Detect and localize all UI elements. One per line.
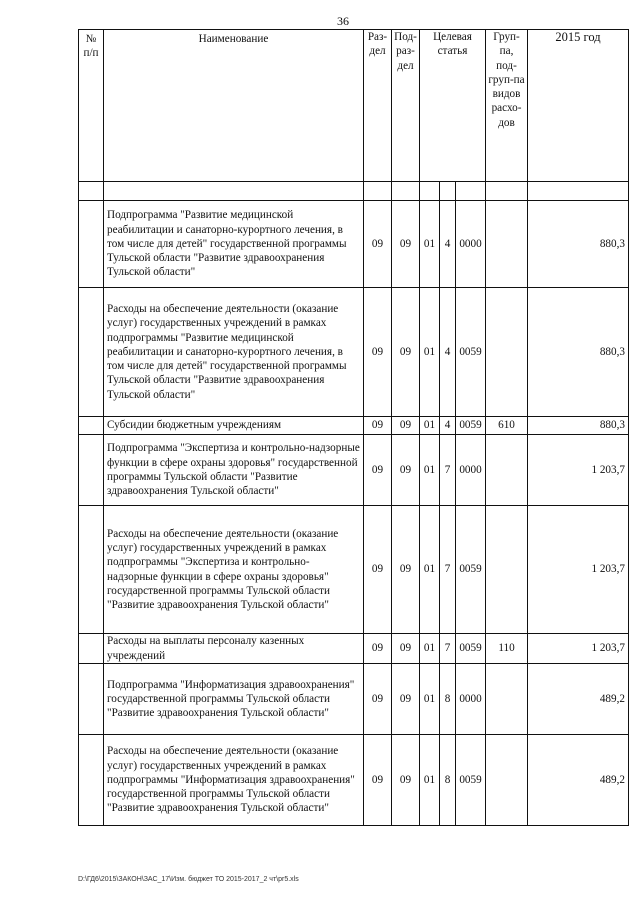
row-num-cell — [79, 506, 104, 634]
table-row — [79, 417, 629, 435]
row-razdel: 09 — [364, 435, 392, 506]
row-target-part-3: 0059 — [456, 506, 486, 634]
file-path-footer: D:\ГД6\2015\ЗАКОН\ЗАС_17\Изм. бюджет ТО 2015-2017_2 чт\pr5.xls — [78, 876, 299, 883]
row-podrazdel: 09 — [392, 288, 420, 417]
row-num-cell — [79, 664, 104, 735]
row-target-part-3: 0000 — [456, 201, 486, 288]
table-row — [79, 634, 629, 664]
row-amount: 1 203,7 — [528, 435, 629, 506]
row-target-part-2: 4 — [440, 288, 456, 417]
header-expense-group: Груп-па, под-груп-па видов расхо-дов — [486, 30, 528, 182]
row-name: Расходы на выплаты персоналу казенных учреждений — [104, 634, 364, 664]
header-year: 2015 год — [528, 30, 629, 182]
table-row — [79, 735, 629, 826]
row-amount: 1 203,7 — [528, 506, 629, 634]
table-row — [79, 201, 629, 288]
header-razdel: Раз-дел — [364, 30, 392, 182]
row-podrazdel: 09 — [392, 435, 420, 506]
row-target-part-1: 01 — [420, 506, 440, 634]
row-razdel: 09 — [364, 417, 392, 435]
row-target-part-2: 7 — [440, 634, 456, 664]
table-row — [79, 288, 629, 417]
row-expense-group — [486, 435, 528, 506]
row-expense-group: 610 — [486, 417, 528, 435]
row-expense-group — [486, 201, 528, 288]
row-target-part-1: 01 — [420, 435, 440, 506]
row-target-part-2: 7 — [440, 435, 456, 506]
spacer-row — [79, 182, 629, 201]
row-target-part-1: 01 — [420, 201, 440, 288]
row-num-cell — [79, 288, 104, 417]
row-razdel: 09 — [364, 506, 392, 634]
row-target-part-2: 4 — [440, 201, 456, 288]
row-razdel: 09 — [364, 634, 392, 664]
row-name: Расходы на обеспечение деятельности (оказание услуг) государственных учреждений в рамках подпрограммы "Информатизация здравоохранения" государственной программы Тульской области "Развитие здравоохранения Тульской области" — [104, 735, 364, 826]
row-target-part-2: 8 — [440, 664, 456, 735]
row-num-cell — [79, 201, 104, 288]
row-target-part-3: 0000 — [456, 664, 486, 735]
row-target-part-2: 7 — [440, 506, 456, 634]
row-name: Подпрограмма "Экспертиза и контрольно-надзорные функции в сфере охраны здоровья" государственной программы Тульской области "Развитие здравоохранения Тульской области" — [104, 435, 364, 506]
row-target-part-1: 01 — [420, 288, 440, 417]
row-podrazdel: 09 — [392, 417, 420, 435]
row-num-cell — [79, 417, 104, 435]
budget-table — [78, 29, 629, 826]
row-num-cell — [79, 735, 104, 826]
header-name: Наименование — [104, 30, 364, 182]
row-amount: 880,3 — [528, 417, 629, 435]
table-body — [79, 182, 629, 826]
row-target-part-3: 0059 — [456, 417, 486, 435]
header-podrazdel: Под-раз-дел — [392, 30, 420, 182]
row-podrazdel: 09 — [392, 201, 420, 288]
row-target-part-1: 01 — [420, 417, 440, 435]
row-target-part-1: 01 — [420, 634, 440, 664]
row-name: Подпрограмма "Развитие медицинской реабилитации и санаторно-курортного лечения, в том числе для детей" государственной программы Тульской области "Развитие здравоохранения Тульской области" — [104, 201, 364, 288]
row-amount: 880,3 — [528, 201, 629, 288]
row-name: Подпрограмма "Информатизация здравоохранения" государственной программы Тульской области "Развитие здравоохранения Тульской области" — [104, 664, 364, 735]
row-razdel: 09 — [364, 664, 392, 735]
row-razdel: 09 — [364, 201, 392, 288]
row-num-cell — [79, 435, 104, 506]
page-number: 36 — [337, 14, 349, 28]
row-expense-group — [486, 664, 528, 735]
table-row — [79, 506, 629, 634]
row-target-part-3: 0059 — [456, 288, 486, 417]
row-amount: 489,2 — [528, 664, 629, 735]
row-podrazdel: 09 — [392, 664, 420, 735]
table-row — [79, 435, 629, 506]
table-row — [79, 664, 629, 735]
row-name: Расходы на обеспечение деятельности (оказание услуг) государственных учреждений в рамках подпрограммы "Экспертиза и контрольно-надзорные функции в сфере охраны здоровья" государственной программы Тульской области "Развитие здравоохранения Тульской области" — [104, 506, 364, 634]
row-podrazdel: 09 — [392, 506, 420, 634]
row-name: Субсидии бюджетным учреждениям — [104, 417, 364, 435]
row-name: Расходы на обеспечение деятельности (оказание услуг) государственных учреждений в рамках подпрограммы "Развитие медицинской реабилитации и санаторно-курортного лечения, в том числе для детей" государственной программы Тульской области "Развитие здравоохранения Тульской области" — [104, 288, 364, 417]
row-target-part-1: 01 — [420, 664, 440, 735]
row-amount: 1 203,7 — [528, 634, 629, 664]
row-amount: 489,2 — [528, 735, 629, 826]
row-target-part-2: 4 — [440, 417, 456, 435]
row-razdel: 09 — [364, 735, 392, 826]
table-header-row — [79, 30, 629, 182]
row-expense-group: 110 — [486, 634, 528, 664]
row-target-part-3: 0000 — [456, 435, 486, 506]
row-target-part-2: 8 — [440, 735, 456, 826]
header-target-article: Целевая статья — [420, 30, 486, 182]
row-expense-group — [486, 288, 528, 417]
row-target-part-1: 01 — [420, 735, 440, 826]
row-target-part-3: 0059 — [456, 634, 486, 664]
row-podrazdel: 09 — [392, 634, 420, 664]
row-target-part-3: 0059 — [456, 735, 486, 826]
row-expense-group — [486, 735, 528, 826]
row-podrazdel: 09 — [392, 735, 420, 826]
row-amount: 880,3 — [528, 288, 629, 417]
row-expense-group — [486, 506, 528, 634]
header-num: № п/п — [79, 30, 104, 182]
row-num-cell — [79, 634, 104, 664]
row-razdel: 09 — [364, 288, 392, 417]
